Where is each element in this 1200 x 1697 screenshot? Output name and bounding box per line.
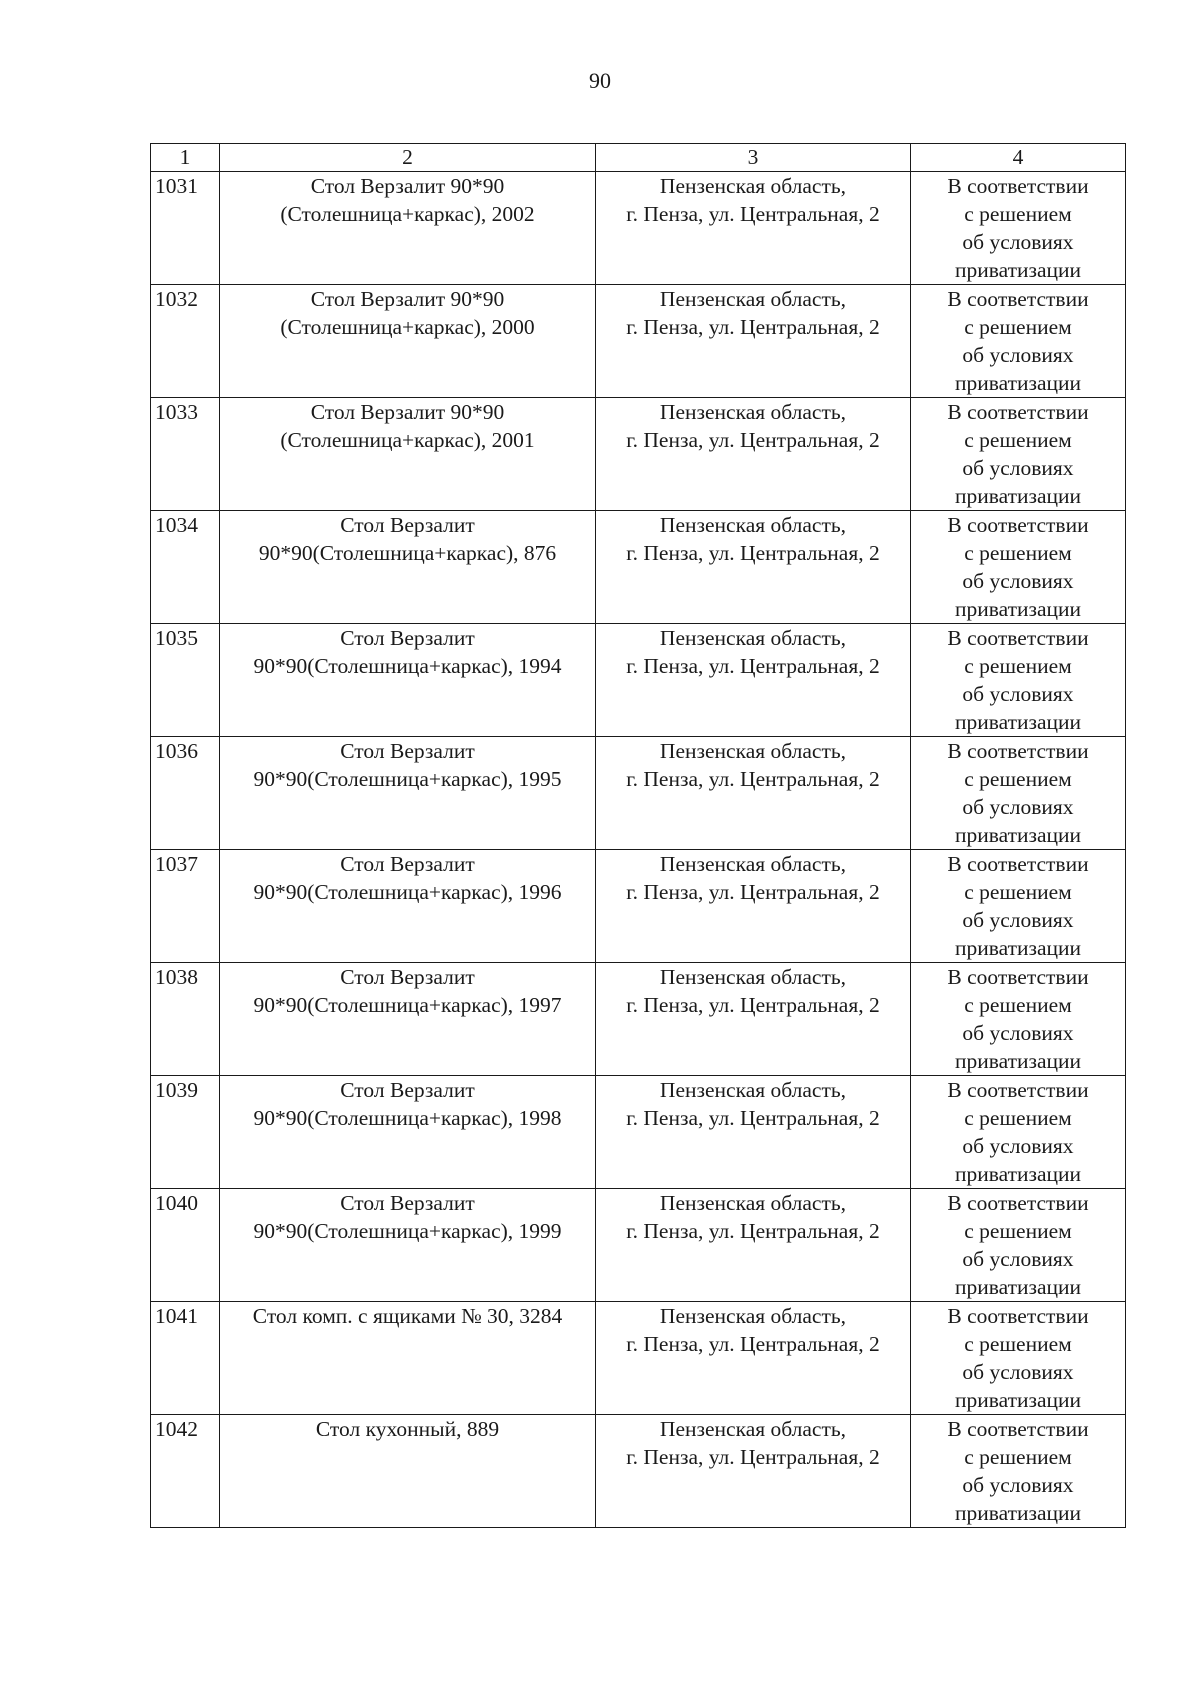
item-name-line: 90*90(Столешница+каркас), 1996 <box>253 880 562 904</box>
cell-name <box>220 285 596 398</box>
note-line: с решением <box>964 1445 1072 1469</box>
item-name-line: (Столешница+каркас), 2002 <box>280 202 535 226</box>
note-line: В соответствии <box>947 1078 1089 1102</box>
note-line: с решением <box>964 1219 1072 1243</box>
row-number: 1041 <box>151 1302 220 1415</box>
cell-note <box>911 285 1126 398</box>
header-col-3: 3 <box>596 144 911 172</box>
cell-note <box>911 1302 1126 1415</box>
cell-note <box>911 398 1126 511</box>
table-row <box>151 963 1126 1076</box>
address-line: г. Пенза, ул. Центральная, 2 <box>626 880 880 904</box>
note-line: с решением <box>964 541 1072 565</box>
cell-name <box>220 1189 596 1302</box>
property-table <box>150 143 1126 1528</box>
note-line: об условиях <box>962 1360 1074 1384</box>
address-line: г. Пенза, ул. Центральная, 2 <box>626 202 880 226</box>
note-line: В соответствии <box>947 1304 1089 1328</box>
cell-address <box>596 172 911 285</box>
note-line: В соответствии <box>947 626 1089 650</box>
table-row <box>151 850 1126 963</box>
cell-address <box>596 511 911 624</box>
address-line: Пензенская область, <box>659 1078 847 1102</box>
cell-name <box>220 398 596 511</box>
note-line: с решением <box>964 993 1072 1017</box>
cell-name <box>220 511 596 624</box>
cell-note <box>911 172 1126 285</box>
cell-name <box>220 624 596 737</box>
row-number: 1033 <box>151 398 220 511</box>
address-line: г. Пенза, ул. Центральная, 2 <box>626 1219 880 1243</box>
cell-name <box>220 1415 596 1528</box>
item-name-line: Стол Верзалит 90*90 <box>310 287 505 311</box>
address-line: Пензенская область, <box>659 626 847 650</box>
note-line: об условиях <box>962 1134 1074 1158</box>
address-line: г. Пенза, ул. Центральная, 2 <box>626 315 880 339</box>
cell-address <box>596 737 911 850</box>
row-number: 1032 <box>151 285 220 398</box>
address-line: Пензенская область, <box>659 1417 847 1441</box>
note-line: с решением <box>964 654 1072 678</box>
cell-address <box>596 963 911 1076</box>
address-line: Пензенская область, <box>659 852 847 876</box>
address-line: г. Пенза, ул. Центральная, 2 <box>626 428 880 452</box>
table-row <box>151 511 1126 624</box>
item-name-line: 90*90(Столешница+каркас), 1999 <box>253 1219 562 1243</box>
note-line: с решением <box>964 202 1072 226</box>
cell-name <box>220 737 596 850</box>
address-line: г. Пенза, ул. Центральная, 2 <box>626 541 880 565</box>
item-name-line: Стол Верзалит <box>340 513 475 537</box>
note-line: приватизации <box>954 1501 1082 1525</box>
item-name-line: Стол кухонный, 889 <box>315 1417 500 1441</box>
cell-address <box>596 1415 911 1528</box>
cell-address <box>596 398 911 511</box>
table-row <box>151 285 1126 398</box>
address-line: Пензенская область, <box>659 400 847 424</box>
address-line: г. Пенза, ул. Центральная, 2 <box>626 767 880 791</box>
note-line: В соответствии <box>947 965 1089 989</box>
cell-address <box>596 624 911 737</box>
note-line: с решением <box>964 767 1072 791</box>
note-line: приватизации <box>954 936 1082 960</box>
item-name-line: 90*90(Столешница+каркас), 1995 <box>253 767 562 791</box>
cell-name <box>220 850 596 963</box>
address-line: Пензенская область, <box>659 174 847 198</box>
row-number: 1038 <box>151 963 220 1076</box>
table-header <box>151 144 1126 172</box>
cell-address <box>596 1302 911 1415</box>
note-line: В соответствии <box>947 852 1089 876</box>
note-line: об условиях <box>962 1247 1074 1271</box>
note-line: об условиях <box>962 230 1074 254</box>
address-line: г. Пенза, ул. Центральная, 2 <box>626 993 880 1017</box>
note-line: приватизации <box>954 597 1082 621</box>
address-line: Пензенская область, <box>659 513 847 537</box>
note-line: приватизации <box>954 258 1082 282</box>
table-row <box>151 1189 1126 1302</box>
row-number: 1036 <box>151 737 220 850</box>
item-name-line: (Столешница+каркас), 2000 <box>280 315 535 339</box>
table-row <box>151 737 1126 850</box>
cell-address <box>596 1189 911 1302</box>
note-line: с решением <box>964 1332 1072 1356</box>
cell-note <box>911 737 1126 850</box>
item-name-line: 90*90(Столешница+каркас), 876 <box>258 541 557 565</box>
item-name-line: Стол Верзалит <box>340 1078 475 1102</box>
note-line: приватизации <box>954 1162 1082 1186</box>
row-number: 1035 <box>151 624 220 737</box>
item-name-line: Стол Верзалит <box>340 1191 475 1215</box>
address-line: Пензенская область, <box>659 287 847 311</box>
note-line: приватизации <box>954 484 1082 508</box>
note-line: В соответствии <box>947 1191 1089 1215</box>
note-line: приватизации <box>954 1049 1082 1073</box>
note-line: об условиях <box>962 1473 1074 1497</box>
table-body <box>151 172 1126 1528</box>
cell-name <box>220 963 596 1076</box>
cell-note <box>911 1189 1126 1302</box>
cell-name <box>220 1302 596 1415</box>
note-line: В соответствии <box>947 400 1089 424</box>
header-col-4: 4 <box>911 144 1126 172</box>
item-name-line: 90*90(Столешница+каркас), 1997 <box>253 993 562 1017</box>
note-line: приватизации <box>954 710 1082 734</box>
cell-note <box>911 963 1126 1076</box>
row-number: 1037 <box>151 850 220 963</box>
cell-name <box>220 1076 596 1189</box>
address-line: г. Пенза, ул. Центральная, 2 <box>626 1106 880 1130</box>
table-row <box>151 1415 1126 1528</box>
item-name-line: 90*90(Столешница+каркас), 1994 <box>253 654 562 678</box>
note-line: В соответствии <box>947 513 1089 537</box>
note-line: приватизации <box>954 1275 1082 1299</box>
row-number: 1040 <box>151 1189 220 1302</box>
item-name-line: Стол Верзалит 90*90 <box>310 174 505 198</box>
table-row <box>151 1076 1126 1189</box>
cell-note <box>911 511 1126 624</box>
page-number: 90 <box>589 68 611 93</box>
item-name-line: 90*90(Столешница+каркас), 1998 <box>253 1106 562 1130</box>
note-line: с решением <box>964 315 1072 339</box>
address-line: Пензенская область, <box>659 739 847 763</box>
item-name-line: Стол Верзалит 90*90 <box>310 400 505 424</box>
cell-note <box>911 624 1126 737</box>
cell-note <box>911 1076 1126 1189</box>
address-line: г. Пенза, ул. Центральная, 2 <box>626 654 880 678</box>
row-number: 1039 <box>151 1076 220 1189</box>
note-line: об условиях <box>962 569 1074 593</box>
cell-address <box>596 850 911 963</box>
cell-address <box>596 1076 911 1189</box>
note-line: В соответствии <box>947 174 1089 198</box>
note-line: об условиях <box>962 682 1074 706</box>
note-line: с решением <box>964 428 1072 452</box>
address-line: Пензенская область, <box>659 965 847 989</box>
item-name-line: (Столешница+каркас), 2001 <box>280 428 535 452</box>
cell-address <box>596 285 911 398</box>
header-row <box>151 144 1126 172</box>
address-line: Пензенская область, <box>659 1191 847 1215</box>
note-line: об условиях <box>962 908 1074 932</box>
item-name-line: Стол Верзалит <box>340 626 475 650</box>
row-number: 1042 <box>151 1415 220 1528</box>
row-number: 1034 <box>151 511 220 624</box>
table-row <box>151 398 1126 511</box>
note-line: В соответствии <box>947 739 1089 763</box>
note-line: об условиях <box>962 456 1074 480</box>
address-line: г. Пенза, ул. Центральная, 2 <box>626 1332 880 1356</box>
note-line: приватизации <box>954 823 1082 847</box>
note-line: об условиях <box>962 795 1074 819</box>
cell-note <box>911 850 1126 963</box>
header-col-1: 1 <box>151 144 220 172</box>
note-line: В соответствии <box>947 1417 1089 1441</box>
item-name-line: Стол Верзалит <box>340 965 475 989</box>
header-col-2: 2 <box>220 144 596 172</box>
item-name-line: Стол комп. с ящиками № 30, 3284 <box>252 1304 563 1328</box>
table-row <box>151 624 1126 737</box>
table-row <box>151 1302 1126 1415</box>
note-line: В соответствии <box>947 287 1089 311</box>
address-line: Пензенская область, <box>659 1304 847 1328</box>
note-line: об условиях <box>962 1021 1074 1045</box>
item-name-line: Стол Верзалит <box>340 852 475 876</box>
cell-note <box>911 1415 1126 1528</box>
note-line: с решением <box>964 1106 1072 1130</box>
row-number: 1031 <box>151 172 220 285</box>
note-line: об условиях <box>962 343 1074 367</box>
note-line: приватизации <box>954 1388 1082 1412</box>
table-row <box>151 172 1126 285</box>
note-line: с решением <box>964 880 1072 904</box>
cell-name <box>220 172 596 285</box>
note-line: приватизации <box>954 371 1082 395</box>
address-line: г. Пенза, ул. Центральная, 2 <box>626 1445 880 1469</box>
item-name-line: Стол Верзалит <box>340 739 475 763</box>
